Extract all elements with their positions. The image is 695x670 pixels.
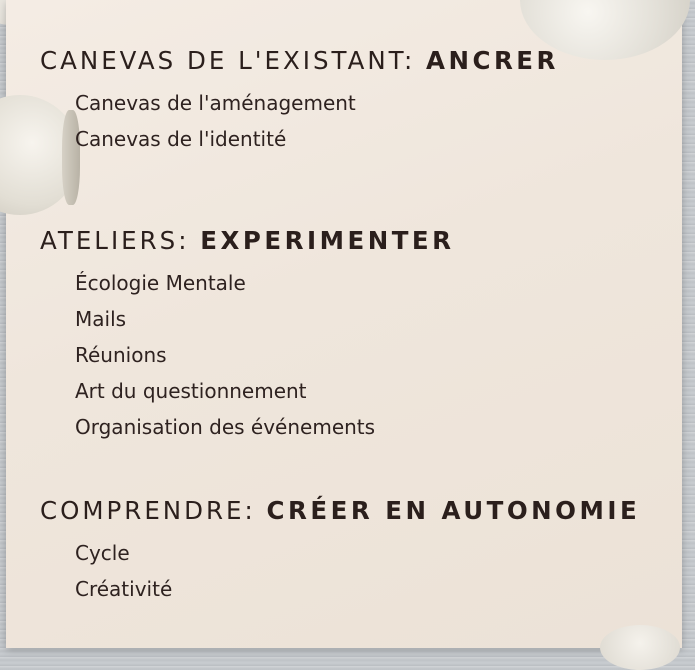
- list-item-canevas-amenagement[interactable]: Canevas de l'aménagement: [75, 91, 356, 115]
- section-canevas: [40, 45, 559, 157]
- list-item-canevas-identite[interactable]: Canevas de l'identité: [75, 127, 287, 151]
- section-item-list: [40, 535, 640, 607]
- flower-petal-decoration: [600, 625, 680, 670]
- section-heading: [40, 225, 455, 257]
- section-ateliers: [40, 225, 455, 445]
- list-item-organisation-evenements[interactable]: Organisation des événements: [75, 415, 376, 439]
- section-item-list: [40, 265, 455, 445]
- list-item-reunions[interactable]: Réunions: [75, 343, 167, 367]
- section-heading: [40, 495, 640, 527]
- section-heading-label: ATELIERS:: [40, 226, 201, 255]
- section-heading-keyword: CRÉER EN AUTONOMIE: [266, 496, 641, 525]
- list-item-creativite[interactable]: Créativité: [75, 577, 173, 601]
- section-heading-keyword: EXPERIMENTER: [200, 226, 455, 255]
- section-heading-label: COMPRENDRE:: [40, 496, 267, 525]
- section-item-list: [40, 85, 559, 157]
- section-heading-label: CANEVAS DE L'EXISTANT:: [40, 46, 426, 75]
- list-item-cycle[interactable]: Cycle: [75, 541, 130, 565]
- section-comprendre: [40, 495, 640, 607]
- list-item-mails[interactable]: Mails: [75, 307, 127, 331]
- section-heading-keyword: ANCRER: [426, 46, 559, 75]
- section-heading: [40, 45, 559, 77]
- list-item-art-questionnement[interactable]: Art du questionnement: [75, 379, 307, 403]
- list-item-ecologie-mentale[interactable]: Écologie Mentale: [75, 271, 246, 295]
